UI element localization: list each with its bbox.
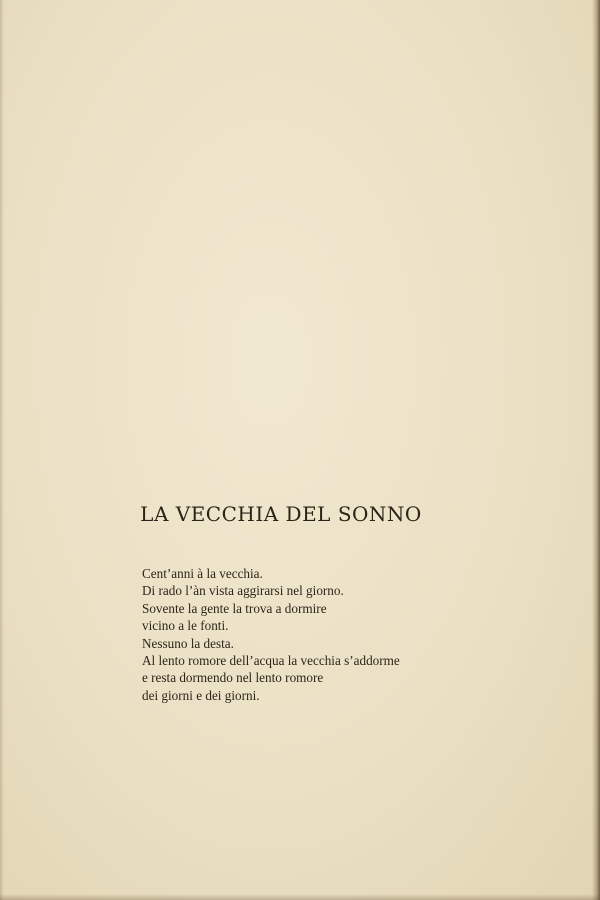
poem-line: Nessuno la desta. [142,635,234,651]
poem-line: Al lento romore dell’acqua la vecchia s’addorme [142,653,400,669]
poem-title: LA VECCHIA DEL SONNO [140,502,422,526]
poem-line: e resta dormendo nel lento romore [142,670,324,686]
poem-line: vicino a le fonti. [142,618,229,634]
poem-line: dei giorni e dei giorni. [142,687,260,703]
poem-line: Di rado l’àn vista aggirarsi nel giorno. [142,583,344,599]
poem-line: Sovente la gente la trova a dormire [142,600,327,616]
poem-line: Cent’anni à la vecchia. [142,566,263,581]
page-bottom-edge [0,894,600,900]
page-left-edge [0,0,4,900]
poem-body [142,565,442,704]
page-right-edge [592,0,600,900]
